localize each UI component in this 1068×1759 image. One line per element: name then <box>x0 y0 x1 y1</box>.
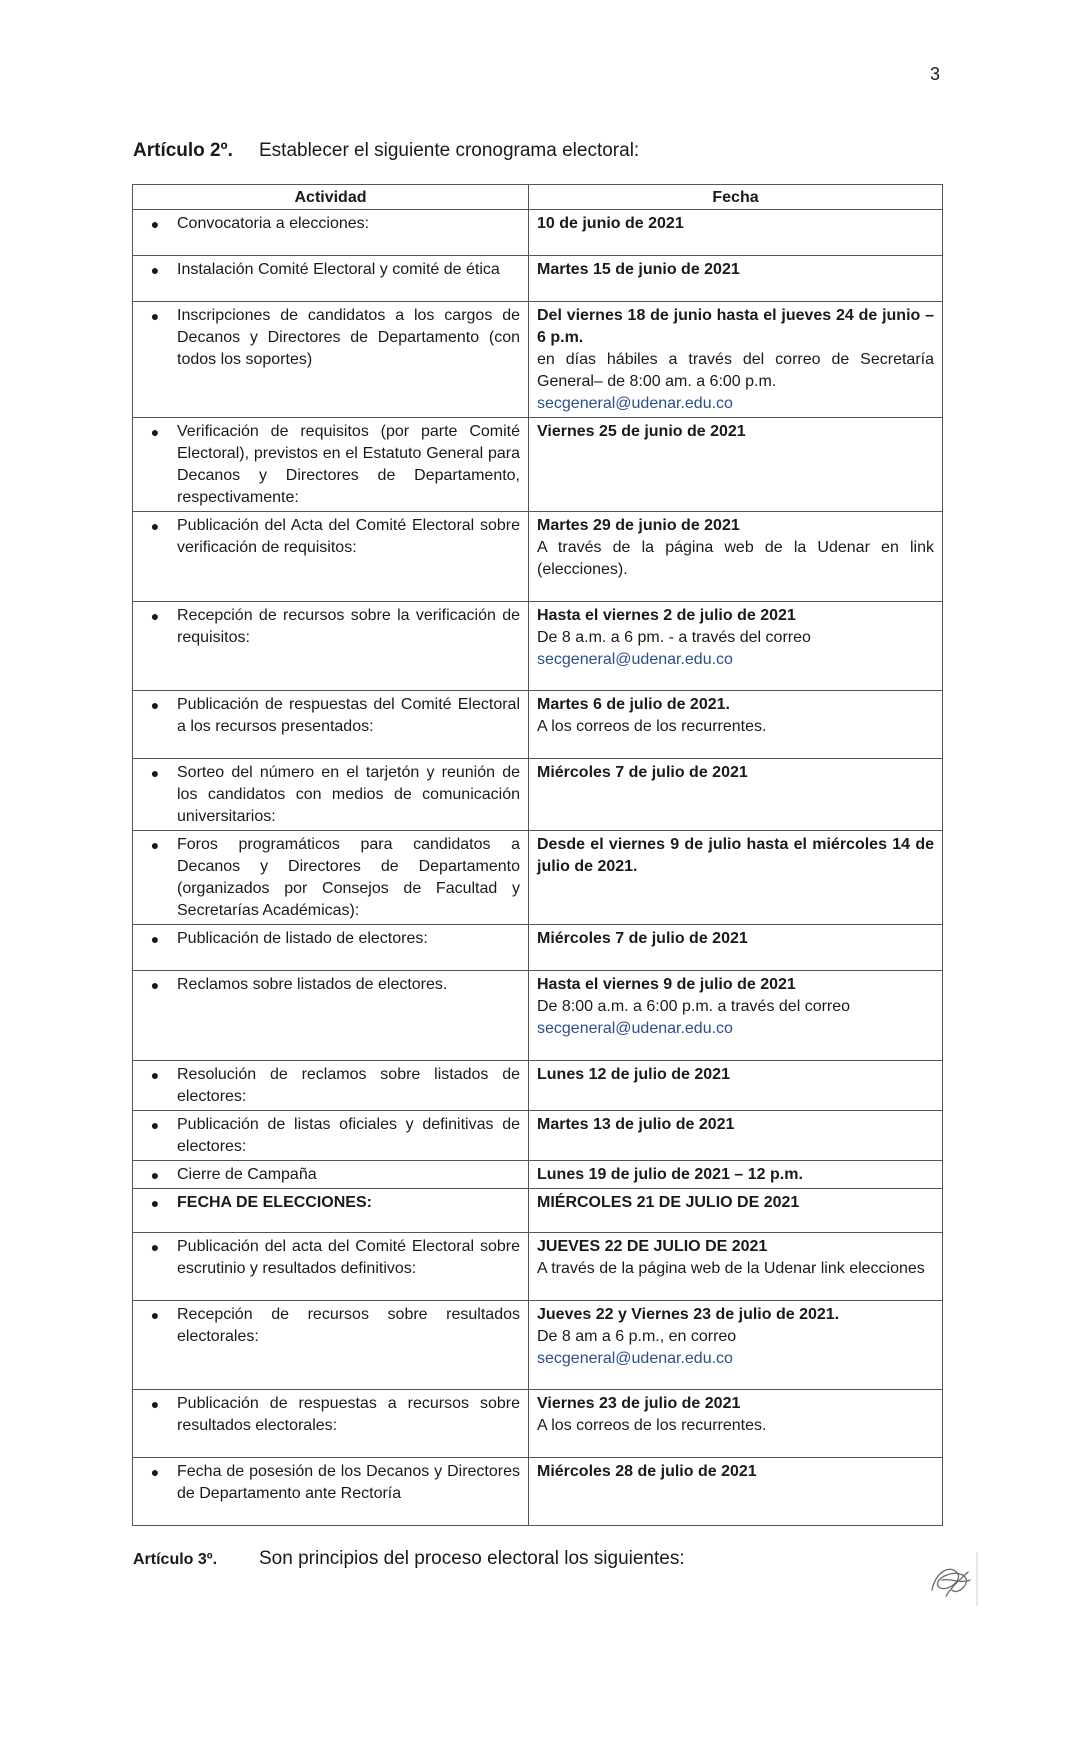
date-main: 10 de junio de 2021 <box>537 215 684 232</box>
header-date: Fecha <box>529 185 943 210</box>
activity-text: Publicación de respuestas a recursos sobre resultados electorales: <box>177 1395 520 1434</box>
date-cell <box>529 1301 943 1390</box>
activity-cell <box>133 210 529 256</box>
date-cell <box>529 1061 943 1111</box>
table-row <box>133 256 943 302</box>
activity-cell <box>133 1301 529 1390</box>
activity-cell <box>133 1161 529 1189</box>
page-number: 3 <box>930 64 941 84</box>
activity-text: Convocatoria a elecciones: <box>177 215 370 232</box>
date-cell <box>529 971 943 1061</box>
bullet-icon: ● <box>150 1067 160 1083</box>
bullet-icon: ● <box>150 697 160 713</box>
date-main: Hasta el viernes 2 de julio de 2021 <box>537 607 796 624</box>
bullet-icon: ● <box>150 1195 160 1211</box>
activity-cell <box>133 759 529 831</box>
activity-cell <box>133 512 529 602</box>
bullet-icon: ● <box>150 308 160 324</box>
bullet-icon: ● <box>150 837 160 853</box>
date-detail: De 8:00 a.m. a 6:00 p.m. a través del correo <box>537 998 851 1015</box>
activity-text: Resolución de reclamos sobre listados de electores: <box>177 1066 520 1105</box>
activity-text: Cierre de Campaña <box>177 1166 317 1183</box>
article-3-text: Son principios del proceso electoral los siguientes: <box>259 1548 685 1569</box>
date-cell <box>529 512 943 602</box>
activity-cell <box>133 1189 529 1233</box>
bullet-icon: ● <box>150 1307 160 1323</box>
bullet-icon: ● <box>150 931 160 947</box>
article-3-heading <box>133 1548 685 1570</box>
activity-cell <box>133 831 529 925</box>
activity-cell <box>133 602 529 691</box>
activity-cell <box>133 1233 529 1301</box>
activity-cell <box>133 1390 529 1458</box>
date-main: MIÉRCOLES 21 DE JULIO DE 2021 <box>537 1194 800 1211</box>
date-main: Viernes 25 de junio de 2021 <box>537 423 746 440</box>
activity-text: Foros programáticos para candidatos a Decanos y Directores de Departamento (organizados por Consejos de Facultad y Secretarías Académicas): <box>177 836 520 919</box>
table-row <box>133 1301 943 1390</box>
activity-cell <box>133 256 529 302</box>
date-main: Lunes 12 de julio de 2021 <box>537 1066 730 1083</box>
table-header-row <box>133 185 943 210</box>
activity-text: Fecha de posesión de los Decanos y Directores de Departamento ante Rectoría <box>177 1463 520 1502</box>
date-detail: De 8 am a 6 p.m., en correo <box>537 1328 737 1345</box>
date-cell <box>529 1458 943 1526</box>
date-main: Del viernes 18 de junio hasta el jueves 24 de junio – 6 p.m. <box>537 307 934 346</box>
email-link[interactable]: secgeneral@udenar.edu.co <box>537 1350 733 1367</box>
date-main: Martes 29 de junio de 2021 <box>537 517 740 534</box>
activity-text: Publicación del acta del Comité Electoral sobre escrutinio y resultados definitivos: <box>177 1238 520 1277</box>
date-main: Desde el viernes 9 de julio hasta el miércoles 14 de julio de 2021. <box>537 836 934 875</box>
activity-cell <box>133 971 529 1061</box>
bullet-icon: ● <box>150 1396 160 1412</box>
date-cell <box>529 418 943 512</box>
bullet-icon: ● <box>150 1117 160 1133</box>
bullet-icon: ● <box>150 977 160 993</box>
date-cell <box>529 210 943 256</box>
date-cell <box>529 1189 943 1233</box>
table-row <box>133 1458 943 1526</box>
date-cell <box>529 831 943 925</box>
activity-cell <box>133 691 529 759</box>
activity-cell <box>133 1061 529 1111</box>
date-cell <box>529 691 943 759</box>
date-detail: en días hábiles a través del correo de Secretaría General– de 8:00 am. a 6:00 p.m. <box>537 351 934 390</box>
table-row <box>133 1061 943 1111</box>
table-body <box>133 210 943 1526</box>
date-cell <box>529 302 943 418</box>
activity-text: Recepción de recursos sobre resultados electorales: <box>177 1306 520 1345</box>
bullet-icon: ● <box>150 1167 160 1183</box>
date-detail: A los correos de los recurrentes. <box>537 718 767 735</box>
date-cell <box>529 256 943 302</box>
date-cell <box>529 925 943 971</box>
date-main: Martes 13 de julio de 2021 <box>537 1116 735 1133</box>
activity-text: Publicación del Acta del Comité Electoral sobre verificación de requisitos: <box>177 517 520 556</box>
table-row <box>133 1189 943 1233</box>
activity-text: FECHA DE ELECCIONES: <box>177 1194 372 1211</box>
table-row <box>133 691 943 759</box>
bullet-icon: ● <box>150 1239 160 1255</box>
email-link[interactable]: secgeneral@udenar.edu.co <box>537 1020 733 1037</box>
date-main: Miércoles 7 de julio de 2021 <box>537 930 748 947</box>
electoral-schedule-table <box>132 184 943 1526</box>
date-cell <box>529 602 943 691</box>
article-3-label: Artículo 3º. <box>133 1551 218 1568</box>
table-row <box>133 210 943 256</box>
email-link[interactable]: secgeneral@udenar.edu.co <box>537 651 733 668</box>
date-main: Miércoles 28 de julio de 2021 <box>537 1463 757 1480</box>
activity-cell <box>133 1458 529 1526</box>
activity-text: Publicación de listado de electores: <box>177 930 428 947</box>
header-activity: Actividad <box>133 185 529 210</box>
date-detail: A través de la página web de la Udenar link elecciones <box>537 1260 925 1277</box>
date-cell <box>529 1233 943 1301</box>
activity-text: Sorteo del número en el tarjetón y reunión de los candidatos con medios de comunicación universitarios: <box>177 764 520 825</box>
bullet-icon: ● <box>150 424 160 440</box>
article-2-heading <box>133 140 639 162</box>
activity-text: Inscripciones de candidatos a los cargos de Decanos y Directores de Departamento (con todos los soportes) <box>177 307 520 368</box>
activity-text: Publicación de listas oficiales y definitivas de electores: <box>177 1116 520 1155</box>
table-row <box>133 1390 943 1458</box>
table-row <box>133 925 943 971</box>
table-row <box>133 512 943 602</box>
table-row <box>133 602 943 691</box>
activity-text: Verificación de requisitos (por parte Comité Electoral), previstos en el Estatuto General para Decanos y Directores de Departamento, respectivamente: <box>177 423 520 506</box>
date-main: Viernes 23 de julio de 2021 <box>537 1395 741 1412</box>
activity-text: Instalación Comité Electoral y comité de ética <box>177 261 500 278</box>
date-main: Lunes 19 de julio de 2021 – 12 p.m. <box>537 1166 803 1183</box>
bullet-icon: ● <box>150 262 160 278</box>
activity-text: Reclamos sobre listados de electores. <box>177 976 448 993</box>
table-row <box>133 759 943 831</box>
activity-cell <box>133 302 529 418</box>
table-row <box>133 1233 943 1301</box>
date-main: JUEVES 22 DE JULIO DE 2021 <box>537 1238 768 1255</box>
bullet-icon: ● <box>150 1464 160 1480</box>
table-row <box>133 971 943 1061</box>
table-row <box>133 831 943 925</box>
article-2-label: Artículo 2º. <box>133 140 233 161</box>
date-cell <box>529 1161 943 1189</box>
bullet-icon: ● <box>150 608 160 624</box>
date-cell <box>529 759 943 831</box>
date-cell <box>529 1390 943 1458</box>
article-2-text: Establecer el siguiente cronograma electoral: <box>259 140 640 161</box>
activity-text: Recepción de recursos sobre la verificación de requisitos: <box>177 607 520 646</box>
activity-cell <box>133 418 529 512</box>
email-link[interactable]: secgeneral@udenar.edu.co <box>537 395 733 412</box>
activity-cell <box>133 1111 529 1161</box>
date-main: Martes 15 de junio de 2021 <box>537 261 740 278</box>
date-main: Miércoles 7 de julio de 2021 <box>537 764 748 781</box>
bullet-icon: ● <box>150 765 160 781</box>
date-detail: A través de la página web de la Udenar en link (elecciones). <box>537 539 934 578</box>
date-main: Hasta el viernes 9 de julio de 2021 <box>537 976 796 993</box>
date-detail: A los correos de los recurrentes. <box>537 1417 767 1434</box>
bullet-icon: ● <box>150 518 160 534</box>
bullet-icon: ● <box>150 216 160 232</box>
date-detail: De 8 a.m. a 6 pm. - a través del correo <box>537 629 811 646</box>
date-cell <box>529 1111 943 1161</box>
table-row <box>133 418 943 512</box>
date-main: Martes 6 de julio de 2021. <box>537 696 730 713</box>
signature-icon <box>922 1550 980 1608</box>
activity-text: Publicación de respuestas del Comité Electoral a los recursos presentados: <box>177 696 520 735</box>
table-row <box>133 1111 943 1161</box>
table-row <box>133 1161 943 1189</box>
date-main: Jueves 22 y Viernes 23 de julio de 2021. <box>537 1306 840 1323</box>
activity-cell <box>133 925 529 971</box>
table-row <box>133 302 943 418</box>
